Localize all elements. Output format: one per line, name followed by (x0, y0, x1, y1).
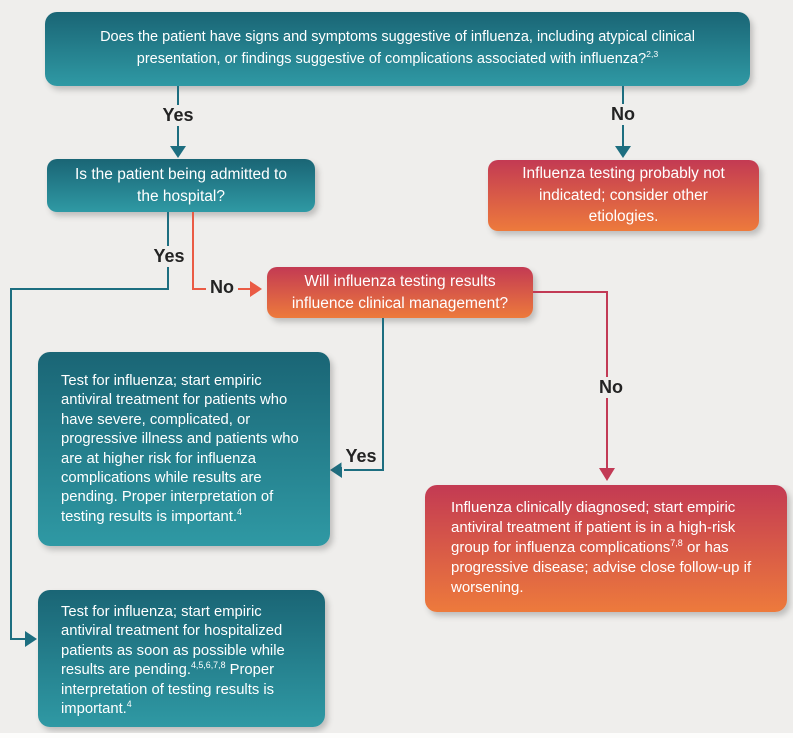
edge-label-symptoms-yes: Yes (158, 105, 197, 126)
connector-admit-no-line (192, 212, 194, 290)
question-will-testing-box (267, 267, 533, 318)
action-test-hospitalized-box (38, 590, 325, 727)
outcome-not-indicated-text: Influenza testing probably not indicated; consider other etiologies. (522, 164, 725, 226)
connector-admit-yes-line (10, 288, 169, 290)
connector-will-yes-line (382, 318, 384, 471)
outcome-not-indicated-box (488, 160, 759, 231)
question-will-testing-text: Will influenza testing results influence clinical management? (291, 272, 509, 312)
question-symptoms-text: Does the patient have signs and symptoms suggestive of influenza, including atypical clinical presentation, or findings suggestive of complications associated with influenza?$^{2,3}$ (100, 29, 695, 67)
edge-label-admit-no: No (206, 277, 238, 298)
arrow-admit-no-icon (250, 281, 262, 297)
outcome-clinical-diagnosis-text: Influenza clinically diagnosed; start empiric antiviral treatment if patient is in a high-risk group for influenza complications$^{7,8}$ or has progressive disease; advise close follow-up if worsening. (451, 499, 752, 596)
action-test-hospitalized-text: Test for influenza; start empiric antiviral treatment for hospitalized patients as soon as possible while results are pending.$^{4,5,6,7,8}$ Proper interpretation of testing results is important.$^4$ (61, 604, 285, 717)
question-admit-box (47, 159, 315, 212)
arrow-will-yes-icon (330, 462, 342, 478)
question-symptoms-box (45, 12, 750, 86)
bottom-margin-strip (0, 733, 793, 738)
connector-will-no-line (533, 291, 608, 293)
question-admit-text: Is the patient being admitted to the hospital? (75, 165, 287, 205)
connector-admit-yes-line (10, 288, 12, 640)
arrow-will-no-icon (599, 468, 615, 481)
outcome-clinical-diagnosis-box (425, 485, 787, 612)
edge-label-symptoms-no: No (607, 104, 639, 125)
arrow-symptoms-yes-icon (170, 146, 186, 158)
edge-label-admit-yes: Yes (149, 246, 188, 267)
edge-label-will-yes: Yes (341, 446, 380, 467)
edge-label-will-no: No (595, 377, 627, 398)
action-test-highrisk-box (38, 352, 330, 546)
arrow-admit-yes-icon (25, 631, 37, 647)
connector-will-yes-line (344, 469, 384, 471)
arrow-symptoms-no-icon (615, 146, 631, 158)
action-test-highrisk-text: Test for influenza; start empiric antiviral treatment for patients who have severe, complicated, or progressive illness and patients who are at higher risk for influenza complications while results are pending. Proper interpretation of testing results is important.$^4$ (61, 373, 299, 525)
